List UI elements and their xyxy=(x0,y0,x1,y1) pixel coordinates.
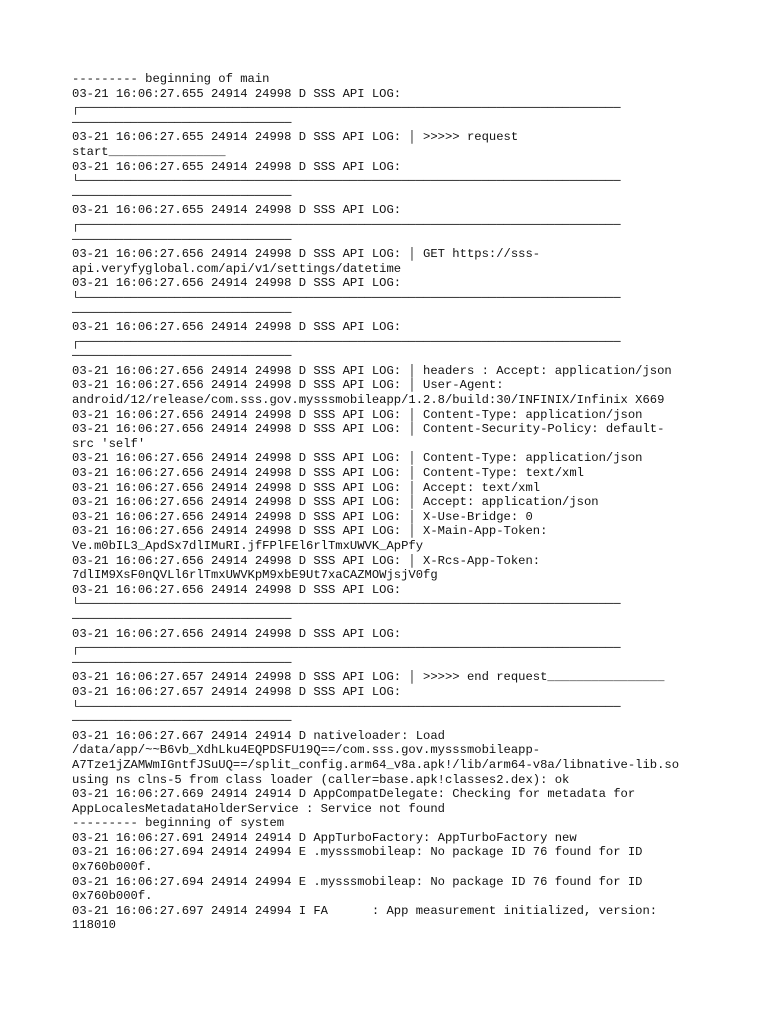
log-line: 03-21 16:06:27.656 24914 24998 D SSS API LOG: │ Content-Type: application/json xyxy=(72,407,643,422)
log-line: 03-21 16:06:27.656 24914 24998 D SSS API LOG: xyxy=(72,276,402,291)
log-line: api.veryfyglobal.com/api/v1/settings/datetime xyxy=(72,261,402,276)
log-line: 03-21 16:06:27.667 24914 24914 D nativeloader: Load xyxy=(72,728,445,743)
log-line: 03-21 16:06:27.656 24914 24998 D SSS API LOG: │ Content-Type: application/json xyxy=(72,451,643,466)
log-line: 03-21 16:06:27.656 24914 24998 D SSS API LOG: │ headers : Accept: application/json xyxy=(72,363,672,378)
log-line: 03-21 16:06:27.656 24914 24998 D SSS API LOG: │ X-Use-Bridge: 0 xyxy=(72,509,533,524)
log-line: 03-21 16:06:27.656 24914 24998 D SSS API LOG: xyxy=(72,626,402,641)
log-line: ┌────────────────────────────────────────────────────────────────────────── xyxy=(72,334,621,349)
log-line: ────────────────────────────── xyxy=(72,611,292,626)
log-line: ┌────────────────────────────────────────────────────────────────────────── xyxy=(72,641,621,656)
log-line: 03-21 16:06:27.656 24914 24998 D SSS API LOG: │ X-Rcs-App-Token: xyxy=(72,553,541,568)
log-line: ────────────────────────────── xyxy=(72,349,292,364)
log-line: start________________ xyxy=(72,144,226,159)
log-line: ────────────────────────────── xyxy=(72,714,292,729)
log-line: 7dlIM9XsF0nQVLl6rlTmxUWVKpM9xbE9Ut7xaCAZMOWjsjV0fg xyxy=(72,568,438,583)
log-line: 03-21 16:06:27.694 24914 24994 E .mysssmobileap: No package ID 76 found for ID xyxy=(72,845,643,860)
log-line: 03-21 16:06:27.656 24914 24998 D SSS API LOG: │ X-Main-App-Token: xyxy=(72,524,548,539)
log-line: --------- beginning of system xyxy=(72,816,285,831)
log-line: Ve.m0bIL3_ApdSx7dlIMuRI.jfFPlFEl6rlTmxUWVK_ApPfy xyxy=(72,539,424,553)
log-line: 03-21 16:06:27.697 24914 24994 I FA : App measurement initialized, version: xyxy=(72,903,658,918)
log-line: using ns clns-5 from class loader (caller=base.apk!classes2.dex): ok xyxy=(72,772,570,787)
log-line: 03-21 16:06:27.656 24914 24998 D SSS API LOG: xyxy=(72,320,402,335)
log-line: android/12/release/com.sss.gov.mysssmobileapp/1.2.8/build:30/INFINIX/Infinix X669 xyxy=(72,393,665,408)
log-line: 03-21 16:06:27.691 24914 24914 D AppTurboFactory: AppTurboFactory new xyxy=(72,830,577,845)
log-line: ────────────────────────────── xyxy=(72,188,292,203)
log-line: └────────────────────────────────────────────────────────────────────────── xyxy=(72,174,621,189)
log-line: ────────────────────────────── xyxy=(72,655,292,670)
log-line: 0x760b000f. xyxy=(72,860,153,875)
log-line: 03-21 16:06:27.656 24914 24998 D SSS API LOG: │ User-Agent: xyxy=(72,378,504,393)
log-line: 03-21 16:06:27.656 24914 24998 D SSS API LOG: │ Accept: text/xml xyxy=(72,480,541,495)
log-line: 03-21 16:06:27.657 24914 24998 D SSS API LOG: xyxy=(72,684,402,699)
log-line: ┌────────────────────────────────────────────────────────────────────────── xyxy=(72,217,621,232)
log-line: 03-21 16:06:27.655 24914 24998 D SSS API LOG: xyxy=(72,159,402,174)
log-line: 0x760b000f. xyxy=(72,889,153,904)
log-line: └────────────────────────────────────────────────────────────────────────── xyxy=(72,699,621,714)
log-line: 118010 xyxy=(72,918,116,933)
log-output xyxy=(72,72,702,933)
log-line: 03-21 16:06:27.656 24914 24998 D SSS API LOG: │ Content-Security-Policy: default- xyxy=(72,422,665,437)
log-line: ┌────────────────────────────────────────────────────────────────────────── xyxy=(72,101,621,116)
log-line: 03-21 16:06:27.694 24914 24994 E .mysssmobileap: No package ID 76 found for ID xyxy=(72,874,643,889)
log-line: AppLocalesMetadataHolderService : Service not found xyxy=(72,801,445,816)
log-line: 03-21 16:06:27.655 24914 24998 D SSS API LOG: xyxy=(72,86,402,101)
log-line: 03-21 16:06:27.656 24914 24998 D SSS API LOG: │ Accept: application/json xyxy=(72,495,599,510)
log-line: ────────────────────────────── xyxy=(72,115,292,130)
log-line: 03-21 16:06:27.656 24914 24998 D SSS API LOG: xyxy=(72,582,402,597)
log-line: /data/app/~~B6vb_XdhLku4EQPDSFU19Q==/com.sss.gov.mysssmobileapp- xyxy=(72,743,541,758)
log-line: ────────────────────────────── xyxy=(72,305,292,320)
log-line: └────────────────────────────────────────────────────────────────────────── xyxy=(72,597,621,612)
log-line: └────────────────────────────────────────────────────────────────────────── xyxy=(72,290,621,305)
log-line: 03-21 16:06:27.669 24914 24914 D AppCompatDelegate: Checking for metadata for xyxy=(72,787,636,802)
log-line: --------- beginning of main xyxy=(72,72,270,86)
log-line: 03-21 16:06:27.655 24914 24998 D SSS API LOG: xyxy=(72,203,402,218)
log-line: 03-21 16:06:27.656 24914 24998 D SSS API LOG: │ GET https://sss- xyxy=(72,247,541,262)
log-line: 03-21 16:06:27.656 24914 24998 D SSS API LOG: │ Content-Type: text/xml xyxy=(72,466,584,481)
log-line: src 'self' xyxy=(72,436,146,451)
log-line: 03-21 16:06:27.657 24914 24998 D SSS API LOG: │ >>>>> end request________________ xyxy=(72,670,665,685)
log-line: 03-21 16:06:27.655 24914 24998 D SSS API LOG: │ >>>>> request xyxy=(72,130,519,145)
log-line: A7Tze1jZAMWmIGntfJSuUQ==/split_config.arm64_v8a.apk!/lib/arm64-v8a/libnative-lib.so xyxy=(72,757,680,772)
log-line: ────────────────────────────── xyxy=(72,232,292,247)
